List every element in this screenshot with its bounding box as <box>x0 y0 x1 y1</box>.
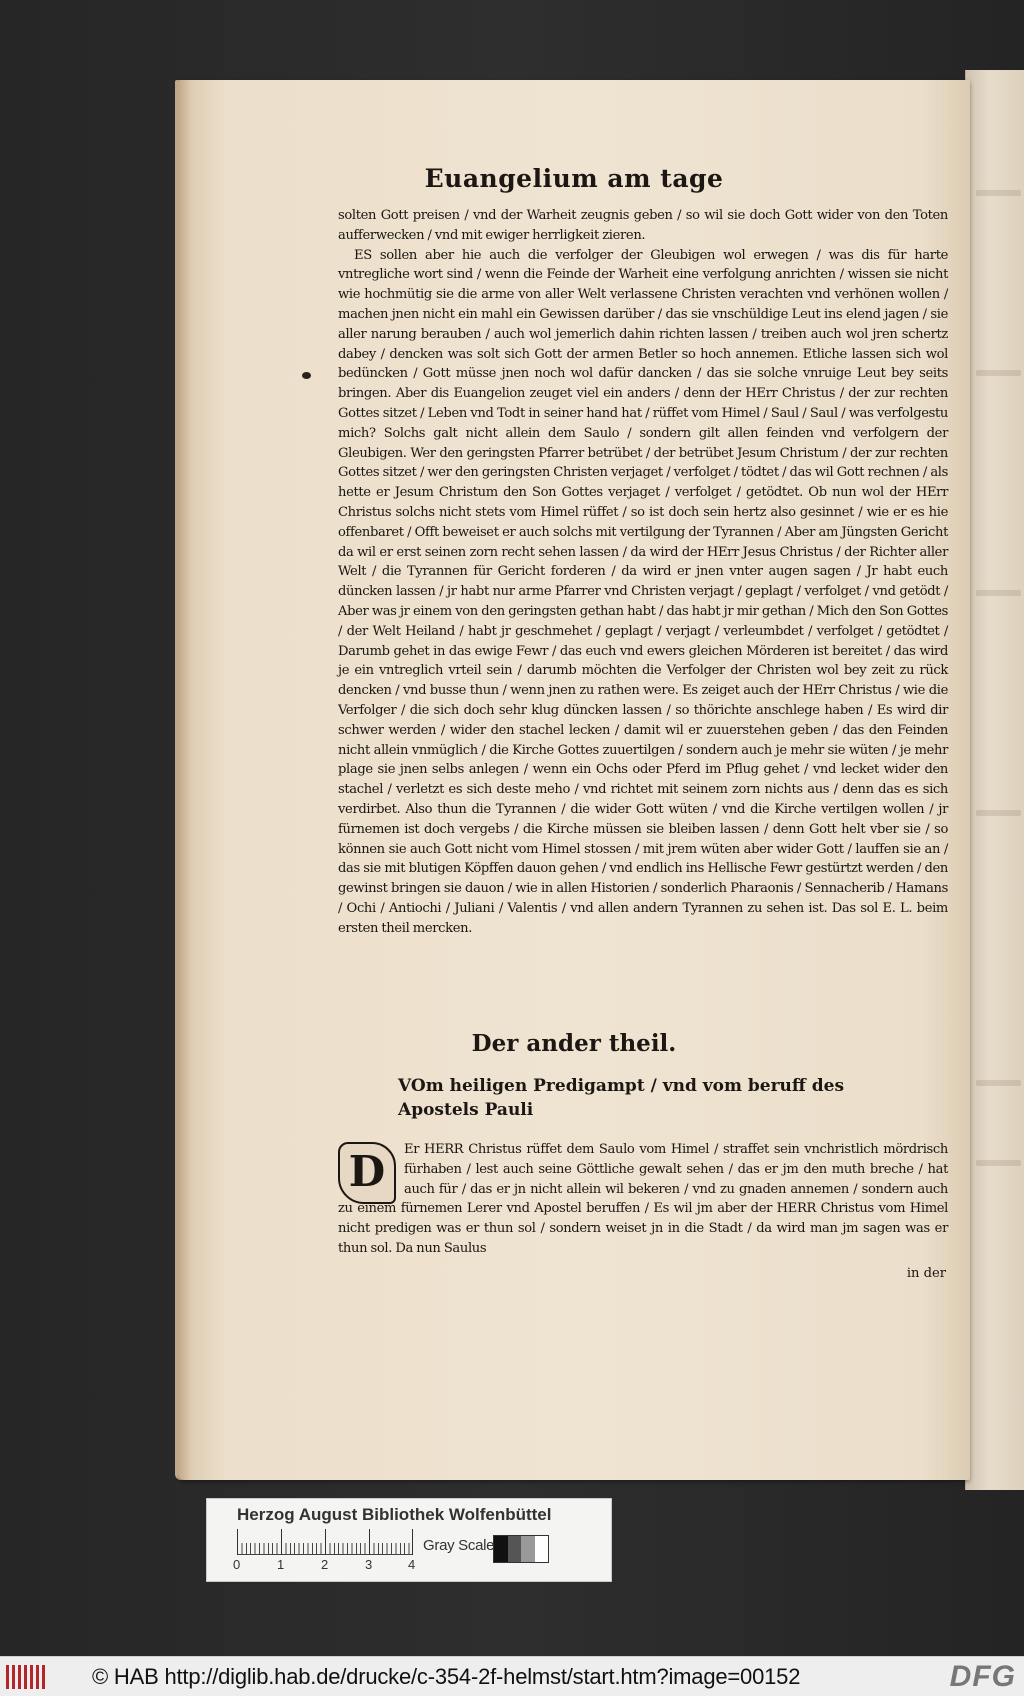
margin-mark-icon <box>302 372 311 379</box>
section-subheading: VOm heiligen Predigampt / vnd vom beruff des Apostels Pauli <box>398 1076 845 1120</box>
bleed-through-line <box>976 1160 1021 1166</box>
source-url[interactable]: © HAB http://diglib.hab.de/drucke/c-354-2f-helmst/start.htm?image=00152 <box>92 1664 801 1689</box>
ruler-number: 2 <box>321 1557 329 1572</box>
bleed-through-line <box>976 810 1021 816</box>
ruler-number: 3 <box>365 1557 373 1572</box>
adjacent-page-edge <box>965 70 1024 1490</box>
bleed-through-line <box>976 190 1021 196</box>
ruler-tick <box>412 1529 413 1555</box>
gray-swatch <box>494 1536 508 1562</box>
paragraph: solten Gott preisen / vnd der Warheit zeugnis geben / so wil sie doch Gott wider von den Toten aufferwecken / vnd mit ewiger herrligkeit zieren. <box>338 208 948 243</box>
paragraph: Er HERR Christus rüffet dem Saulo vom Himel / straffet sein vnchristlich mördrisch fürhaben / lest auch seine Göttliche gewalt sehen / das er jm den muth breche / hat auch für / das er jn nicht allein wil bekeren / vnd zu gnaden annemen / sondern auch zu einem fürnemen Lerer vnd Apostel beruffen / Es wil jm aber der HERR Christus vom Himel nicht predigen was er thun sol / sondern weiset jn in die Stadt / da wird man jm sagen was er thun sol. Da nun Saulus <box>338 1142 948 1256</box>
ruler-tick <box>369 1529 370 1555</box>
gray-scale-swatches <box>493 1535 549 1563</box>
dfg-logo: DFG <box>949 1660 1016 1693</box>
gray-swatch <box>535 1536 549 1562</box>
ruler-number: 1 <box>277 1557 285 1572</box>
paragraph: ES sollen aber hie auch die verfolger der Gleubigen wol erwegen / was dis für harte vntregliche wort sind / wenn die Feinde der Warheit eine verfolgung anrichten / wissen sie nicht wie hochmütig sie die arme von aller Welt verlassene Christen verachten vnd verhönen wollen / machen jnen nicht ein mahl ein Gewissen darüber / das sie vnschüldige Leut ins elend jagen / sie aller narung berauben / auch wol jemerlich dahin richten lassen / treiben auch wol jren schertz dabey / dencken was solt sich Gott der armen Betler so hoch annemen. Etliche lassen sich wol bedüncken / Gott müsse jnen noch wol dafür dancken / das sie solche vnruige Leut bey seits bringen. Aber dis Euangelion zeuget viel ein anders / denn der HErr Christus / der zur rechten Gottes sitzet / Leben vnd Todt in seiner hand hat / rüffet vom Himel / Saul / Saul / was verfolgestu mich? Solchs galt nicht allein dem Saulo / sondern gilt allen feinden vnd verfolgern der Gleubigen. Wer den geringsten Pfarrer betrübet / der betrübet Jesum Christum / der zur rechten Gottes sitzet / wer den geringsten Christen verjaget / verfolget / tödtet / das wil Gott rechnen / als hette er Jesum Christum den Son Gottes verjaget / verfolget / getödtet. Ob nun wol der HErr Christus solchs nicht stets vom Himel rüffet / so ist doch sein hertz also gesinnet / wie er es hie offenbaret / Offt beweiset er auch solchs mit vertilgung der Tyrannen / Aber am Jüngsten Gericht da wil er erst seinen zorn recht sehen lassen / da wird der HErr Jesus Christus / der Richter aller Welt / die Tyrannen für Gericht forderen / da wird er jnen vnter augen sagen / Jr habt euch düncken lassen / jr habt nur arme Pfarrer vnd Christen verjagt / geplagt / verfolget / vnd getödt / Aber was jr einem von den geringsten gethan habt / das habt jr mir gethan / Mich den Son Gottes / der Welt Heiland / habt jr geschmehet / geplagt / verjagt / verleumbdet / verfolget / getödtet / Darumb gehet in das ewige Fewr / das euch vnd ewers gleichen Mörderen ist bereitet / das wird je ein vntreglich vrteil sein / darumb möchten die Verfolger der Christen wol bey zeit zu rück dencken / vnd busse thun / wenn jnen zu rathen were. Es zeiget auch der HErr Christus / wie die Verfolger / die sich doch sehr klug düncken lassen / so thörichte anschlege haben / Es wird dir schwer werden / wider den stachel lecken / damit wil er zuuerstehen geben / das den Feinden nicht allein vnmüglich / die Kirche Gottes zuuertilgen / sondern auch je mehr sie wüten / je mehr plage sie jnen selbs anlegen / wenn ein Ochs oder Pferd im Pflug gehet / vnd lecket wider den stachel / verletzt es sich deste meho / vnd richtet mit seinem zorn nichts aus / denn das es sich verdirbet. Also thun die Tyrannen / die wider Gott wüten / vnd die Kirche vertilgen wollen / jr fürnemen ist doch vergebs / die Kirche müssen sie bleiben lassen / denn Gott helt vber sie / so können sie auch Gott nicht vom Himel stossen / mit jrem wüten aber wider Gott / lauffen sie an / das sie mit blutigen Köpffen dauon gehen / vnd endlich ins Hellische Fewr gestürtzt werden / den gewinst bringen sie dauon / wie in allen Historien / sonderlich Pharaonis / Sennacherib / Hamans / Ochi / Antiochi / Juliani / Valentis / vnd allen andern Tyrannen zu sehen ist. Das sol E. L. beim ersten theil mercken. <box>338 247 948 936</box>
hab-logo-icon <box>6 1665 46 1689</box>
gray-swatch <box>521 1536 535 1562</box>
library-name: Herzog August Bibliothek Wolfenbüttel <box>237 1505 552 1524</box>
bleed-through-line <box>976 590 1021 596</box>
main-text <box>338 206 948 938</box>
main-text-part-two <box>338 1140 948 1259</box>
section-heading: Der ander theil. <box>471 1030 677 1057</box>
footer-bar <box>0 1656 1024 1696</box>
ruler-tick <box>325 1529 326 1555</box>
running-head: Euangelium am tage <box>424 164 724 193</box>
color-calibration-strip <box>206 1498 612 1582</box>
decorated-initial: D <box>338 1142 396 1204</box>
gray-swatch <box>508 1536 522 1562</box>
ruler-number: 0 <box>233 1557 241 1572</box>
ruler-number: 4 <box>408 1557 416 1572</box>
book-page <box>178 80 970 1480</box>
gray-scale-label: Gray Scale <box>423 1537 495 1554</box>
ruler-tick <box>237 1529 238 1555</box>
ruler-tick <box>281 1529 282 1555</box>
catchword: in der <box>906 1266 946 1281</box>
bleed-through-line <box>976 1080 1021 1086</box>
bleed-through-line <box>976 370 1021 376</box>
